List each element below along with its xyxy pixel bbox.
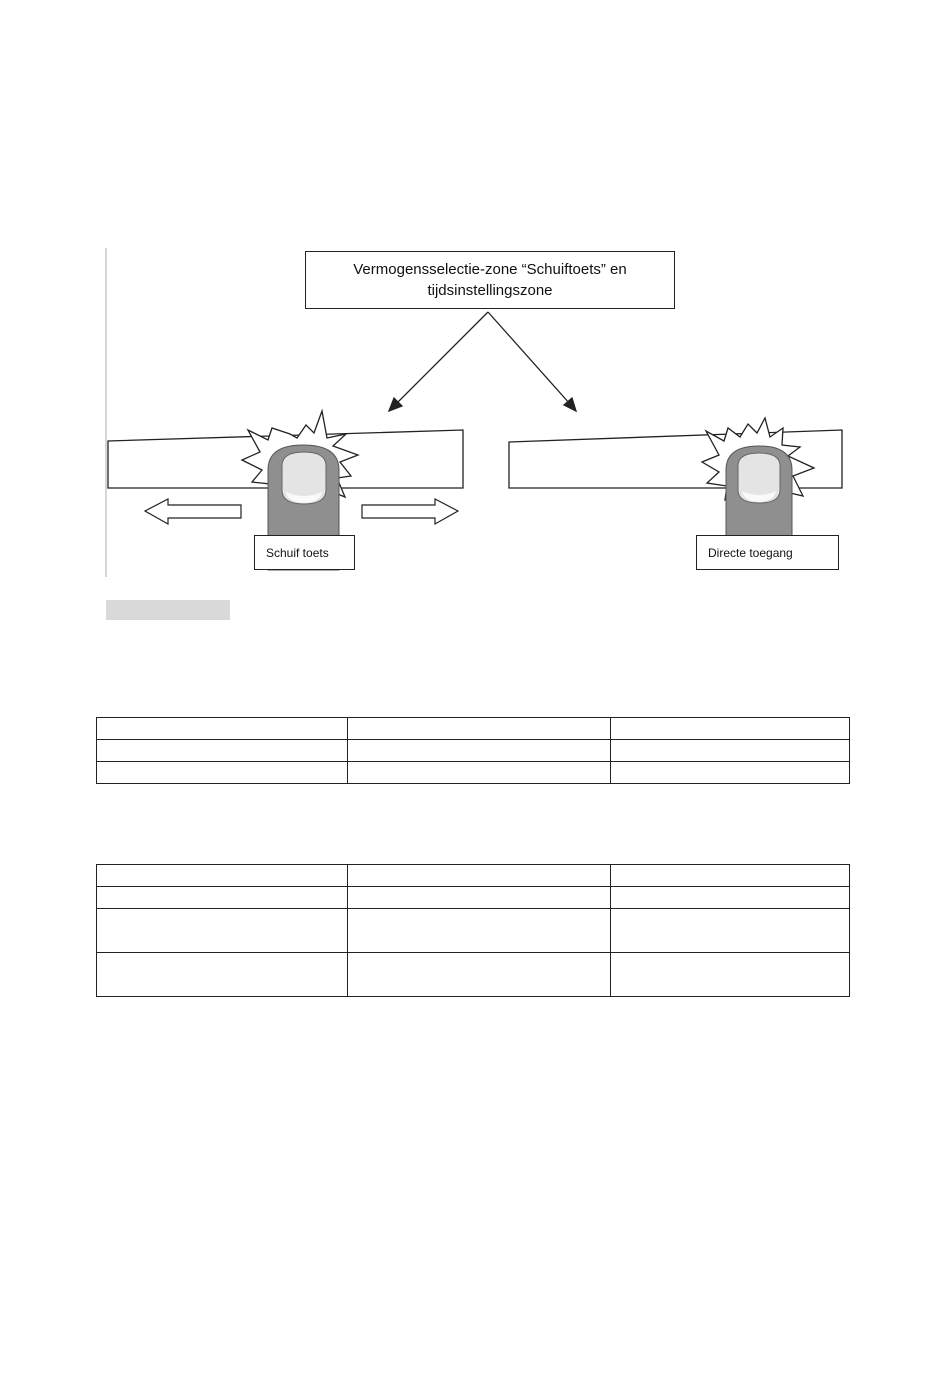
finger-press-icon: [726, 446, 792, 540]
table-cell: [97, 953, 348, 997]
table-cell: [611, 909, 850, 953]
table-cell: [611, 718, 850, 740]
table-cell: [611, 865, 850, 887]
zone-callout-text: Vermogensselectie-zone “Schuiftoets” en tijdsinstellingszone: [353, 261, 627, 299]
table-cell: [97, 887, 348, 909]
table-cell: [611, 953, 850, 997]
table-cell: [611, 740, 850, 762]
slide-key-label: [254, 535, 355, 570]
table-cell: [348, 909, 611, 953]
table-cell: [97, 740, 348, 762]
table-row: [97, 909, 850, 953]
table-cell: [348, 887, 611, 909]
table-cell: [348, 953, 611, 997]
table-cell: [348, 865, 611, 887]
table-cell: [97, 909, 348, 953]
table-row: [97, 718, 850, 740]
table-2: [96, 864, 850, 997]
pointer-arrows: [389, 312, 576, 411]
table-cell: [97, 762, 348, 784]
table-cell: [348, 740, 611, 762]
zone-callout: [305, 251, 675, 309]
table-row: [97, 740, 850, 762]
table-row: [97, 865, 850, 887]
table-row: [97, 887, 850, 909]
table-cell: [97, 718, 348, 740]
table-cell: [97, 865, 348, 887]
direct-access-label: [696, 535, 839, 570]
slide-key-label-text: Schuif toets: [266, 545, 329, 560]
table-cell: [348, 762, 611, 784]
direct-access-label-text: Directe toegang: [708, 545, 793, 560]
table-row: [97, 953, 850, 997]
table-cell: [611, 762, 850, 784]
table-1: [96, 717, 850, 784]
figure-caption-placeholder: [106, 600, 230, 620]
table-cell: [348, 718, 611, 740]
table-row: [97, 762, 850, 784]
arrow-left-icon: [145, 499, 241, 524]
illustration-figure: [0, 0, 950, 640]
table-cell: [611, 887, 850, 909]
arrow-right-icon: [362, 499, 458, 524]
